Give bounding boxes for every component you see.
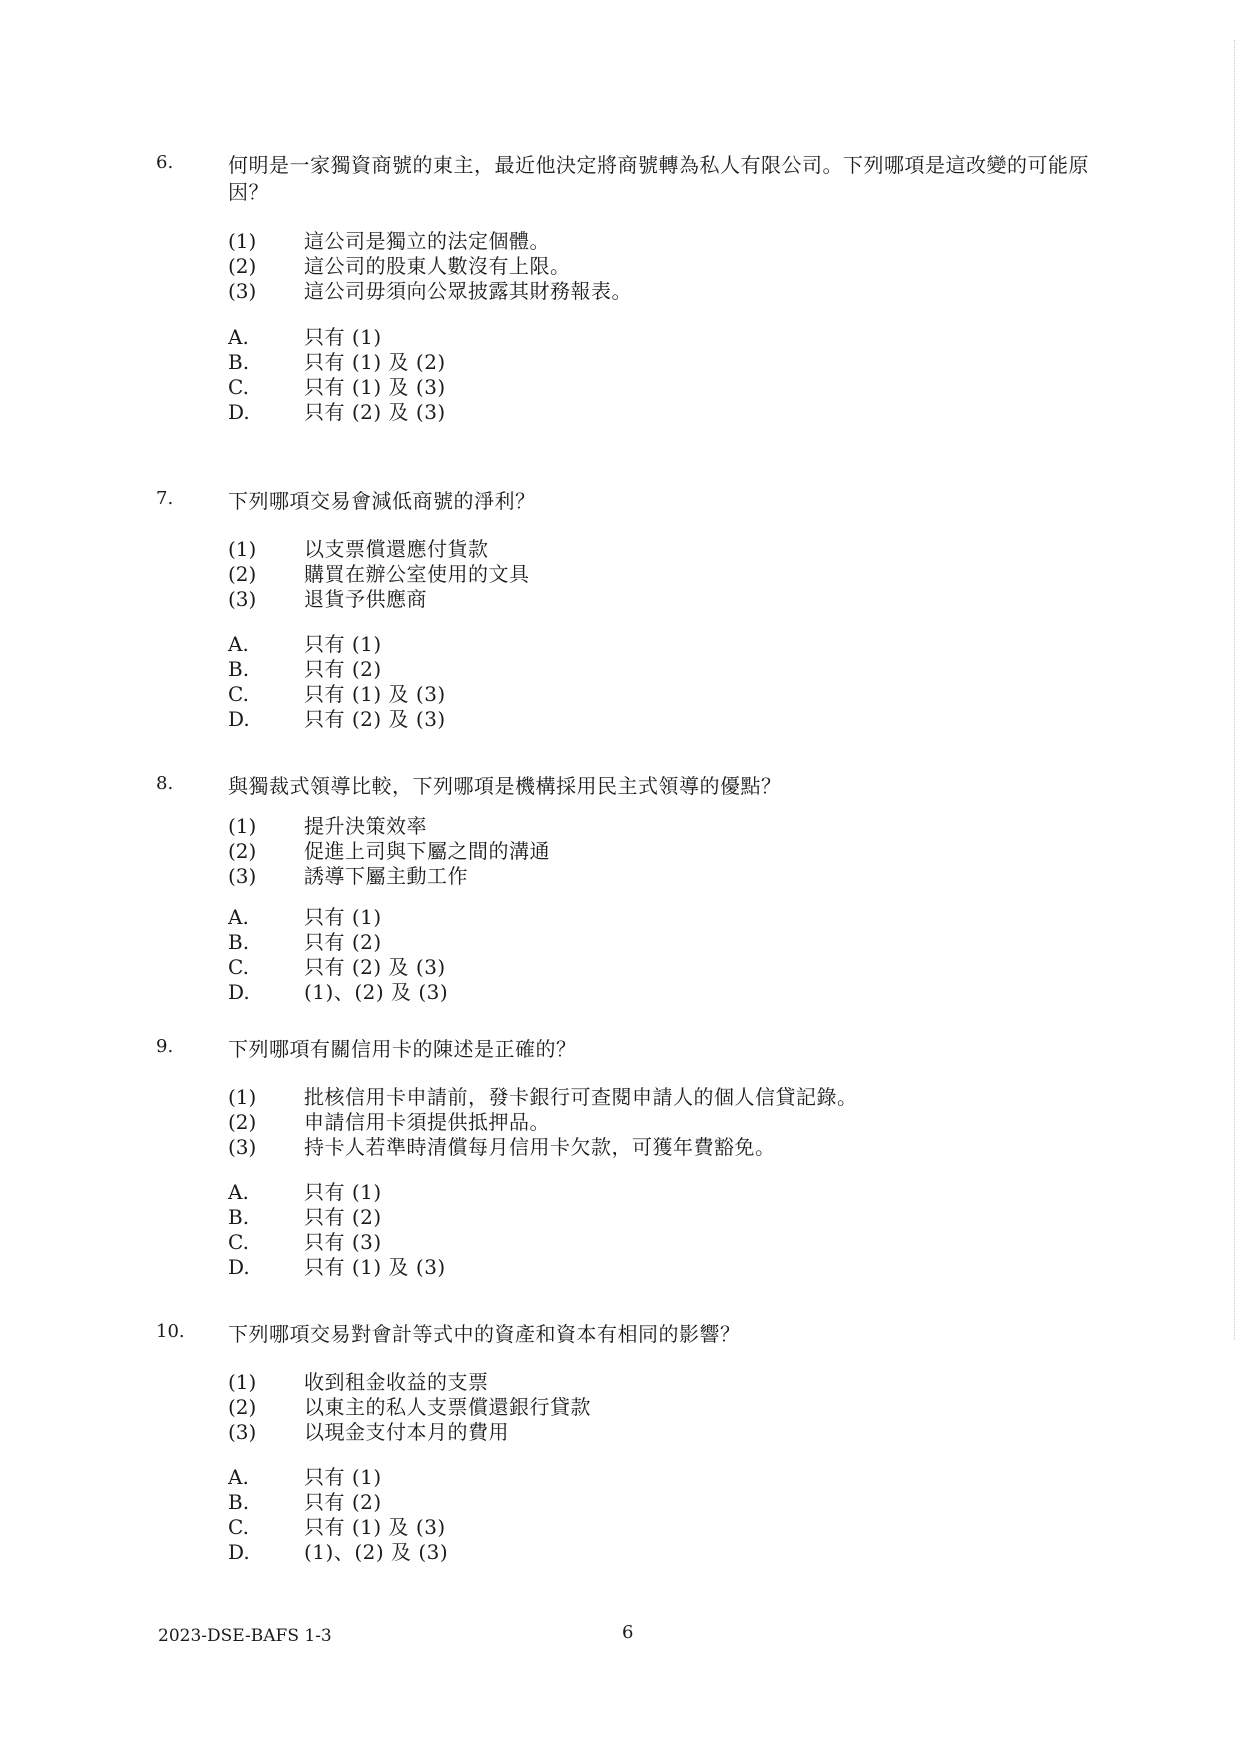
option-text: 只有 (2) 及 (3) xyxy=(304,955,446,979)
statement-text: 批核信用卡申請前，發卡銀行可查閱申請人的個人信貸記錄。 xyxy=(304,1085,858,1109)
statement-label: (1) xyxy=(228,537,257,561)
statement-text: 持卡人若準時清償每月信用卡欠款，可獲年費豁免。 xyxy=(304,1135,776,1159)
option-label: B. xyxy=(228,350,250,374)
option-label: D. xyxy=(228,400,250,424)
option-label: B. xyxy=(228,1205,250,1229)
option-label: A. xyxy=(228,1180,249,1204)
question-text: 何明是一家獨資商號的東主，最近他決定將商號轉為私人有限公司。下列哪項是這改變的可能原因？ xyxy=(228,153,1089,204)
option-text: 只有 (1) xyxy=(304,325,382,349)
statement-text: 誘導下屬主動工作 xyxy=(304,864,468,888)
statement-text: 以支票償還應付貨款 xyxy=(304,537,489,561)
option-text: 只有 (2) xyxy=(304,657,382,681)
statement-label: (2) xyxy=(228,562,257,586)
question-text: 下列哪項交易會減低商號的淨利？ xyxy=(228,489,536,513)
option-label: C. xyxy=(228,1230,249,1254)
statement-text: 購買在辦公室使用的文具 xyxy=(304,562,530,586)
option-text: 只有 (3) xyxy=(304,1230,382,1254)
statement-label: (2) xyxy=(228,1110,257,1134)
option-text: (1)、(2) 及 (3) xyxy=(304,980,449,1004)
statement-label: (2) xyxy=(228,839,257,863)
option-label: C. xyxy=(228,375,249,399)
question-text: 與獨裁式領導比較，下列哪項是機構採用民主式領導的優點？ xyxy=(228,774,782,798)
option-text: 只有 (1) 及 (3) xyxy=(304,1515,446,1539)
scan-edge-marks xyxy=(1232,40,1235,1340)
statement-label: (3) xyxy=(228,864,257,888)
option-text: 只有 (1) 及 (2) xyxy=(304,350,446,374)
option-label: A. xyxy=(228,632,249,656)
option-label: B. xyxy=(228,1490,250,1514)
statement-label: (1) xyxy=(228,814,257,838)
statement-label: (1) xyxy=(228,1370,257,1394)
option-label: D. xyxy=(228,707,250,731)
paper-code: 2023-DSE-BAFS 1-3 xyxy=(158,1626,332,1646)
option-label: C. xyxy=(228,682,249,706)
statement-label: (3) xyxy=(228,279,257,303)
option-text: 只有 (2) xyxy=(304,930,382,954)
statement-text: 這公司是獨立的法定個體。 xyxy=(304,229,550,253)
option-label: A. xyxy=(228,1465,249,1489)
option-label: D. xyxy=(228,1540,250,1564)
option-label: A. xyxy=(228,325,249,349)
statement-label: (1) xyxy=(228,229,257,253)
question-number: 7. xyxy=(156,488,174,509)
option-text: 只有 (2) 及 (3) xyxy=(304,400,446,424)
question-number: 6. xyxy=(156,152,174,173)
statement-label: (3) xyxy=(228,1420,257,1444)
statement-label: (1) xyxy=(228,1085,257,1109)
question-number: 10. xyxy=(156,1321,185,1342)
statement-text: 提升決策效率 xyxy=(304,814,427,838)
option-text: 只有 (1) xyxy=(304,1465,382,1489)
statement-text: 退貨予供應商 xyxy=(304,587,427,611)
statement-text: 申請信用卡須提供抵押品。 xyxy=(304,1110,550,1134)
question-text: 下列哪項有關信用卡的陳述是正確的？ xyxy=(228,1037,577,1061)
statement-text: 以東主的私人支票償還銀行貸款 xyxy=(304,1395,591,1419)
option-text: 只有 (2) xyxy=(304,1205,382,1229)
option-text: 只有 (1) 及 (3) xyxy=(304,1255,446,1279)
option-text: 只有 (1) xyxy=(304,632,382,656)
option-text: (1)、(2) 及 (3) xyxy=(304,1540,449,1564)
option-text: 只有 (1) xyxy=(304,905,382,929)
statement-text: 這公司的股東人數沒有上限。 xyxy=(304,254,571,278)
statement-label: (2) xyxy=(228,1395,257,1419)
option-label: D. xyxy=(228,980,250,1004)
statement-label: (3) xyxy=(228,587,257,611)
page-number: 6 xyxy=(622,1622,634,1643)
statement-text: 促進上司與下屬之間的溝通 xyxy=(304,839,550,863)
option-text: 只有 (1) 及 (3) xyxy=(304,682,446,706)
question-number: 9. xyxy=(156,1036,174,1057)
statement-text: 這公司毋須向公眾披露其財務報表。 xyxy=(304,279,632,303)
statement-label: (3) xyxy=(228,1135,257,1159)
question-number: 8. xyxy=(156,773,174,794)
option-label: C. xyxy=(228,955,249,979)
statement-text: 以現金支付本月的費用 xyxy=(304,1420,509,1444)
option-label: B. xyxy=(228,657,250,681)
statement-text: 收到租金收益的支票 xyxy=(304,1370,489,1394)
option-label: A. xyxy=(228,905,249,929)
option-text: 只有 (1) 及 (3) xyxy=(304,375,446,399)
option-label: D. xyxy=(228,1255,250,1279)
option-label: C. xyxy=(228,1515,249,1539)
option-text: 只有 (2) 及 (3) xyxy=(304,707,446,731)
option-label: B. xyxy=(228,930,250,954)
question-text: 下列哪項交易對會計等式中的資產和資本有相同的影響？ xyxy=(228,1322,741,1346)
option-text: 只有 (1) xyxy=(304,1180,382,1204)
statement-label: (2) xyxy=(228,254,257,278)
option-text: 只有 (2) xyxy=(304,1490,382,1514)
